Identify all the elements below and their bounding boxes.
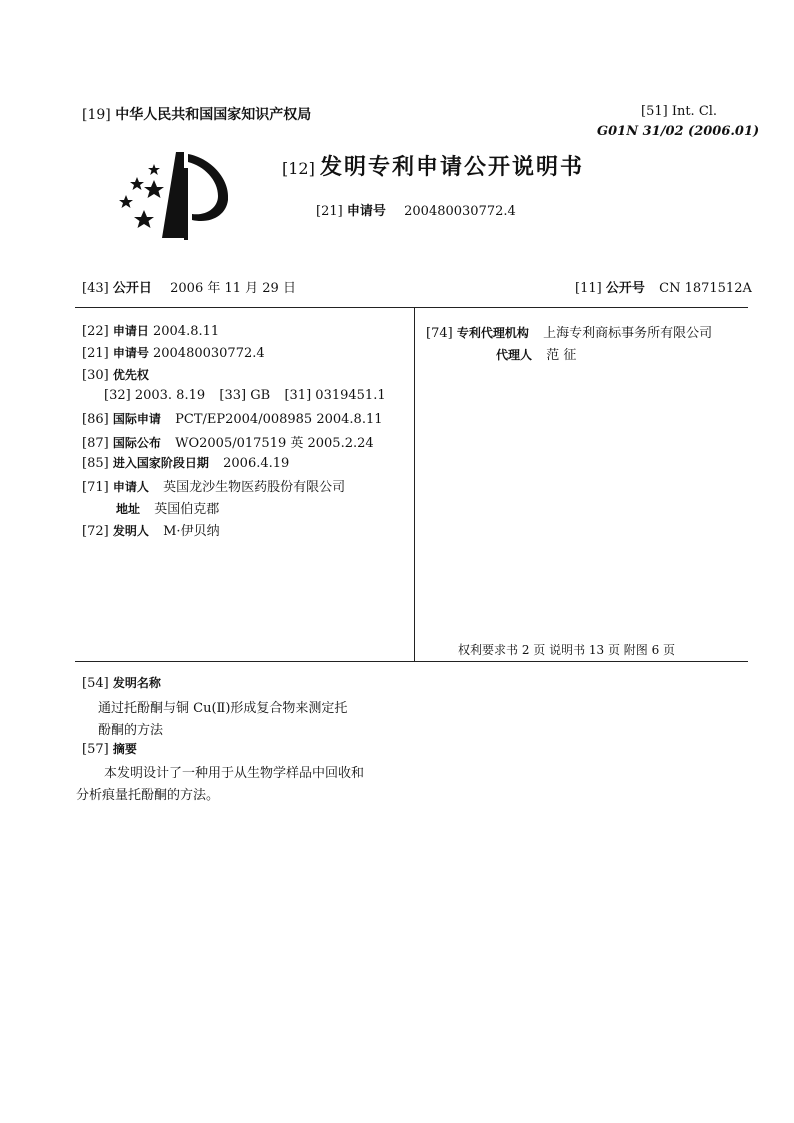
priority-country: GB	[250, 388, 271, 403]
publication-number	[575, 277, 752, 296]
abstract-label: 摘要	[112, 742, 137, 756]
code-72: [72]	[82, 524, 109, 539]
intcl-label: Int. Cl.	[671, 104, 718, 119]
applicant-label: 申请人	[112, 480, 149, 494]
international-publication	[82, 432, 374, 451]
office-name: 中华人民共和国国家知识产权局	[115, 107, 312, 123]
filing-date-label: 申请日	[112, 324, 149, 338]
national-phase-date-label: 进入国家阶段日期	[112, 456, 209, 470]
code-30: [30]	[82, 368, 109, 383]
application-number-label: 申请号	[112, 346, 149, 360]
inventor-label: 发明人	[112, 524, 149, 538]
invention-title-heading	[82, 674, 161, 691]
filing-date	[82, 322, 219, 339]
international-application-label: 国际申请	[112, 412, 161, 426]
document-title-line	[282, 150, 584, 181]
priority	[82, 366, 149, 383]
priority-date: 2003. 8.19	[134, 388, 206, 403]
top-divider	[75, 307, 748, 308]
address-label: 地址	[116, 502, 141, 516]
code-85: [85]	[82, 456, 109, 471]
publication-date	[82, 277, 296, 296]
priority-label: 优先权	[112, 368, 149, 382]
invention-title-line-1: 通过托酚酮与铜 Cu(Ⅱ)形成复合物来测定托	[98, 701, 348, 716]
inventor	[82, 520, 220, 539]
agent-label: 代理人	[496, 348, 533, 362]
filing-date-value: 2004.8.11	[152, 324, 220, 339]
intcl-label-line	[641, 104, 717, 119]
publication-date-label: 公开日	[112, 281, 152, 296]
application-number	[82, 344, 265, 361]
code-19: [19]	[82, 107, 111, 123]
priority-number: 0319451.1	[315, 388, 386, 403]
code-31: [31]	[284, 388, 312, 403]
page-count-note: 权利要求书 2 页 说明书 13 页 附图 6 页	[458, 643, 676, 657]
address	[116, 498, 219, 517]
abstract-line-1: 本发明设计了一种用于从生物学样品中回收和	[104, 766, 365, 781]
code-12: [12]	[282, 159, 315, 178]
applicant	[82, 476, 345, 495]
application-number-header	[316, 200, 516, 219]
code-71: [71]	[82, 480, 109, 495]
code-11: [11]	[575, 281, 602, 296]
agent	[496, 344, 576, 363]
national-phase-date	[82, 454, 289, 471]
bottom-divider	[75, 661, 748, 662]
patent-agency-label: 专利代理机构	[456, 326, 529, 340]
international-publication-label: 国际公布	[112, 436, 161, 450]
priority-details	[104, 388, 386, 403]
code-22: [22]	[82, 324, 109, 339]
code-86: [86]	[82, 412, 109, 427]
application-number-label: 申请号	[346, 204, 386, 219]
invention-title-label: 发明名称	[112, 676, 161, 690]
publication-number-label: 公开号	[605, 281, 645, 296]
agent-value: 范 征	[546, 348, 577, 363]
document-title: 发明专利申请公开说明书	[319, 155, 584, 180]
national-phase-date-value: 2006.4.19	[223, 456, 290, 471]
international-application-value: PCT/EP2004/008985 2004.8.11	[175, 412, 383, 427]
abstract-line-2: 分析痕量托酚酮的方法。	[76, 788, 220, 803]
address-value: 英国伯克郡	[154, 502, 220, 517]
application-number-value: 200480030772.4	[152, 346, 265, 361]
publication-number-value: CN 1871512A	[659, 281, 752, 296]
patent-agency-value: 上海专利商标事务所有限公司	[543, 326, 713, 341]
international-application	[82, 410, 383, 427]
code-54: [54]	[82, 676, 109, 691]
patent-agency	[426, 322, 712, 341]
publication-date-value: 2006 年 11 月 29 日	[170, 281, 296, 296]
code-43: [43]	[82, 281, 109, 296]
office-header	[82, 104, 311, 124]
inventor-value: M·伊贝纳	[163, 524, 220, 539]
intcl-value: G01N 31/02 (2006.01)	[597, 124, 760, 139]
abstract-heading	[82, 740, 137, 757]
international-publication-value: WO2005/017519 英 2005.2.24	[175, 436, 374, 451]
code-57: [57]	[82, 742, 109, 757]
code-33: [33]	[219, 388, 247, 403]
application-number-value: 200480030772.4	[404, 204, 516, 219]
invention-title-line-2: 酚酮的方法	[98, 723, 164, 738]
code-21: [21]	[316, 204, 343, 219]
code-51: [51]	[641, 104, 668, 119]
code-32: [32]	[104, 388, 131, 403]
code-21: [21]	[82, 346, 109, 361]
column-divider	[414, 307, 415, 661]
cnipa-logo	[114, 150, 244, 242]
code-74: [74]	[426, 326, 453, 341]
applicant-value: 英国龙沙生物医药股份有限公司	[163, 480, 346, 495]
code-87: [87]	[82, 436, 109, 451]
